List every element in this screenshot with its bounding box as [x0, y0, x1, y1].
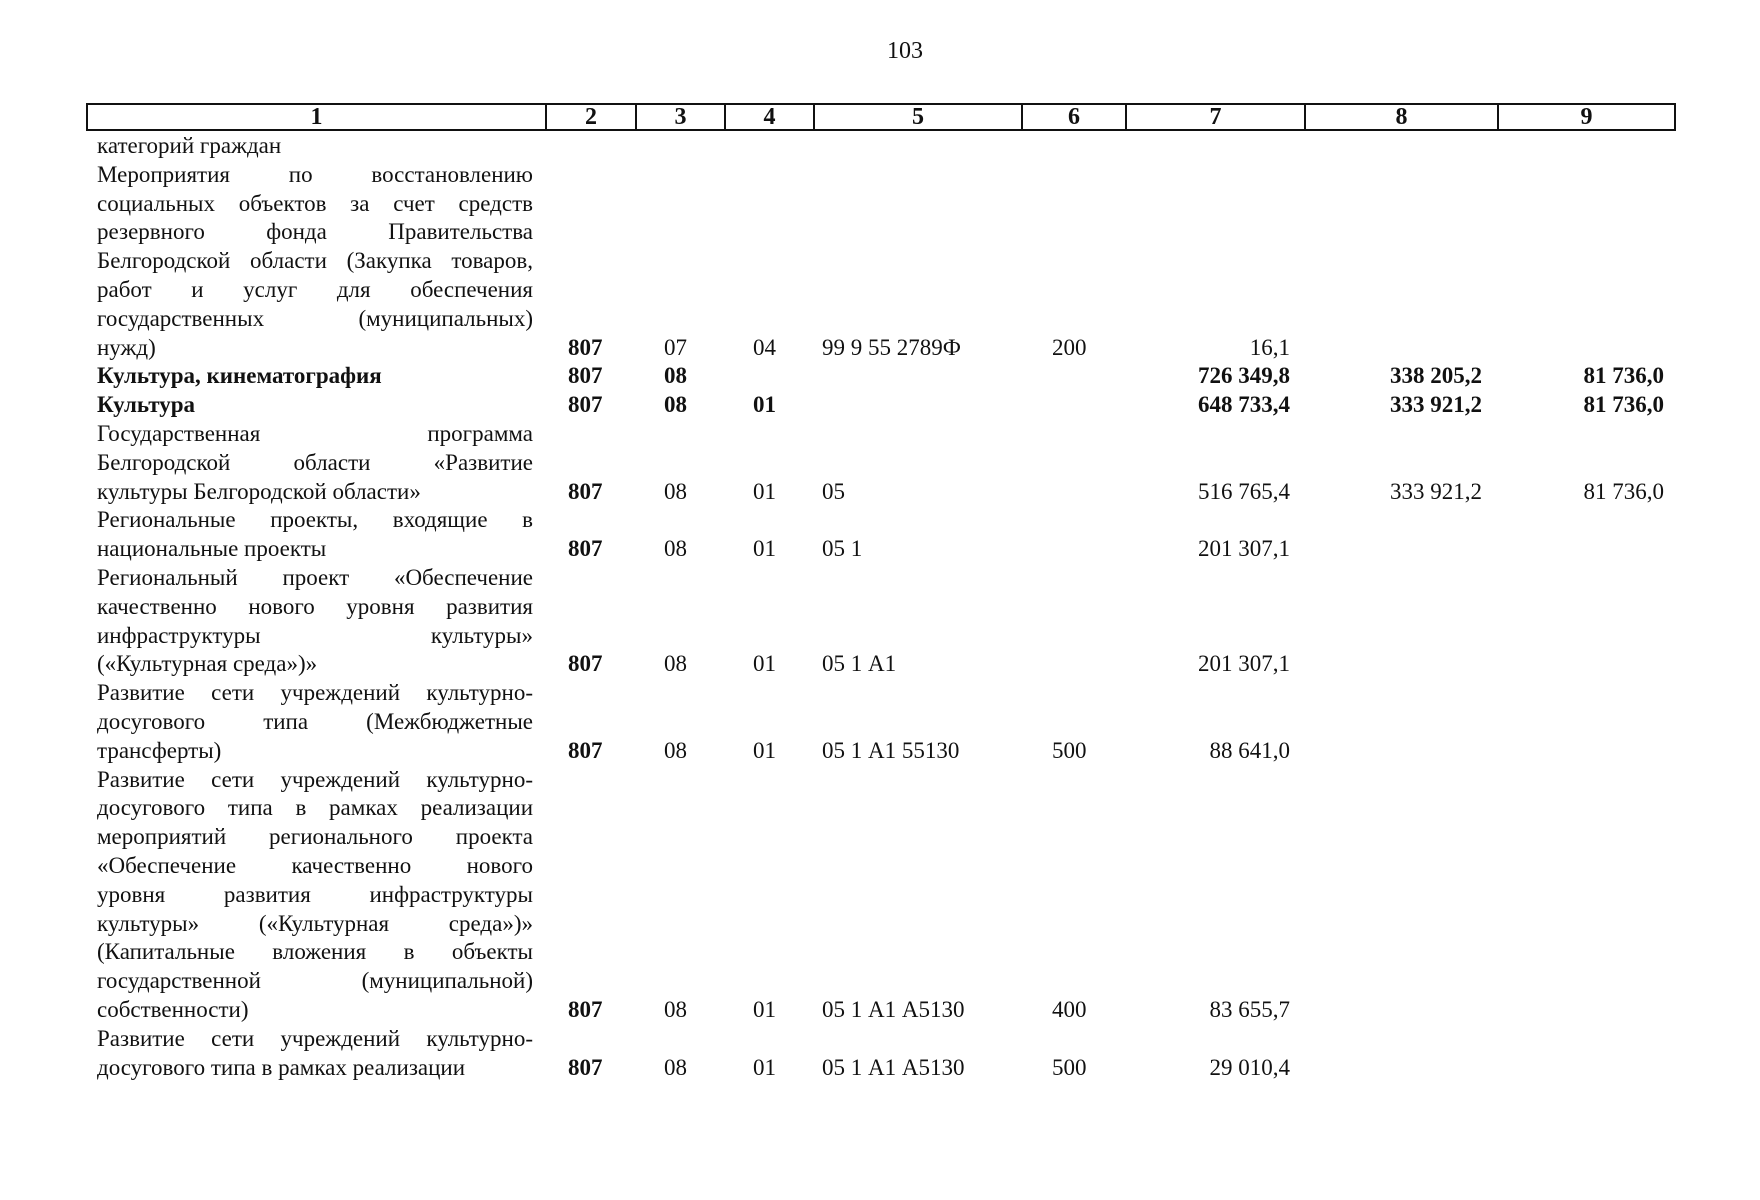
description-line: резервного фонда Правительства — [97, 219, 533, 245]
cell-code-4: 01 — [753, 536, 776, 562]
description-line: государственных (муниципальных) — [97, 305, 533, 331]
cell-code-2: 807 — [568, 478, 603, 504]
cell-code-5: 05 1 А1 А5130 — [822, 1054, 965, 1080]
cell-code-2: 807 — [568, 651, 603, 677]
cell-code-4: 01 — [753, 478, 776, 504]
table-row — [0, 564, 1760, 679]
cell-code-3: 08 — [664, 536, 687, 562]
description-line: Культура — [97, 392, 196, 418]
cell-code-3: 08 — [664, 363, 687, 389]
row-description — [97, 564, 533, 679]
cell-code-5: 99 9 55 2789Ф — [822, 334, 961, 360]
column-header-6: 6 — [1022, 104, 1126, 130]
cell-code-3: 08 — [664, 392, 687, 418]
column-header-2: 2 — [546, 104, 636, 130]
description-line: национальные проекты — [97, 536, 327, 562]
cell-code-5: 05 1 — [822, 536, 863, 562]
cell-code-3: 08 — [664, 737, 687, 763]
description-line: уровня развития инфраструктуры — [97, 881, 533, 907]
cell-code-4: 01 — [753, 1054, 776, 1080]
description-line: инфраструктуры культуры» — [97, 622, 533, 648]
cell-code-4: 01 — [753, 737, 776, 763]
cell-code-4: 01 — [753, 651, 776, 677]
description-line: Развитие сети учреждений культурно- — [97, 1025, 533, 1051]
table-row — [0, 391, 1760, 420]
cell-amount-7: 516 765,4 — [1198, 478, 1290, 504]
column-header-4: 4 — [725, 104, 814, 130]
cell-amount-9: 81 736,0 — [1583, 392, 1664, 418]
cell-amount-8: 333 921,2 — [1390, 478, 1482, 504]
description-line: Региональные проекты, входящие в — [97, 507, 533, 533]
cell-code-2: 807 — [568, 392, 603, 418]
column-header-8: 8 — [1305, 104, 1498, 130]
description-line: нужд) — [97, 334, 156, 360]
cell-code-3: 07 — [664, 334, 687, 360]
table-row — [0, 420, 1760, 506]
table-row — [0, 132, 1760, 161]
cell-code-4: 04 — [753, 334, 776, 360]
row-description — [97, 132, 533, 161]
cell-amount-7: 201 307,1 — [1198, 651, 1290, 677]
description-line: Развитие сети учреждений культурно- — [97, 766, 533, 792]
cell-code-6: 400 — [1052, 996, 1087, 1022]
cell-amount-9: 81 736,0 — [1583, 363, 1664, 389]
description-line: качественно нового уровня развития — [97, 593, 533, 619]
row-description — [97, 1025, 533, 1083]
cell-amount-8: 338 205,2 — [1390, 363, 1482, 389]
table-row — [0, 1025, 1760, 1083]
page-number: 103 — [887, 38, 923, 64]
cell-amount-7: 88 641,0 — [1209, 737, 1290, 763]
description-line: досугового типа в рамках реализации — [97, 795, 533, 821]
table-row — [0, 506, 1760, 564]
cell-amount-9: 81 736,0 — [1583, 478, 1664, 504]
cell-code-2: 807 — [568, 737, 603, 763]
description-line: категорий граждан — [97, 133, 282, 158]
description-line: досугового типа в рамках реализации — [97, 1054, 466, 1080]
description-line: Мероприятия по восстановлению — [97, 161, 533, 187]
cell-code-2: 807 — [568, 334, 603, 360]
row-description — [97, 506, 533, 564]
cell-code-4: 01 — [753, 996, 776, 1022]
cell-amount-7: 83 655,7 — [1209, 996, 1290, 1022]
column-header-5: 5 — [814, 104, 1022, 130]
description-line: «Обеспечение качественно нового — [97, 852, 533, 878]
description-line: Белгородской области «Развитие — [97, 449, 533, 475]
description-line: Развитие сети учреждений культурно- — [97, 680, 533, 706]
description-line: социальных объектов за счет средств — [97, 190, 533, 216]
cell-code-3: 08 — [664, 651, 687, 677]
cell-amount-7: 201 307,1 — [1198, 536, 1290, 562]
cell-amount-7: 29 010,4 — [1209, 1054, 1290, 1080]
cell-code-5: 05 1 А1 — [822, 651, 897, 677]
description-line: мероприятий регионального проекта — [97, 824, 533, 850]
cell-amount-7: 726 349,8 — [1198, 363, 1290, 389]
table-body — [0, 132, 1760, 1082]
row-description — [97, 362, 533, 391]
cell-code-4: 01 — [753, 392, 776, 418]
row-description — [97, 161, 533, 363]
description-line: государственной (муниципальной) — [97, 968, 533, 994]
cell-code-3: 08 — [664, 1054, 687, 1080]
column-header-row — [86, 103, 1676, 131]
description-line: Государственная программа — [97, 420, 533, 446]
description-line: культуры Белгородской области» — [97, 478, 421, 504]
cell-code-6: 200 — [1052, 334, 1087, 360]
cell-code-3: 08 — [664, 478, 687, 504]
cell-code-5: 05 1 А1 55130 — [822, 737, 960, 763]
table-row — [0, 161, 1760, 363]
description-line: культуры» («Культурная среда»)» — [97, 910, 533, 936]
cell-code-6: 500 — [1052, 1054, 1087, 1080]
column-header-9: 9 — [1498, 104, 1675, 130]
cell-code-2: 807 — [568, 1054, 603, 1080]
description-line: («Культурная среда»)» — [97, 651, 318, 677]
cell-code-5: 05 1 А1 А5130 — [822, 996, 965, 1022]
description-line: собственности) — [97, 996, 249, 1022]
cell-code-3: 08 — [664, 996, 687, 1022]
cell-amount-7: 648 733,4 — [1198, 392, 1290, 418]
cell-code-2: 807 — [568, 996, 603, 1022]
table-row — [0, 362, 1760, 391]
column-header-1: 1 — [87, 104, 546, 130]
cell-amount-7: 16,1 — [1249, 334, 1290, 360]
cell-amount-8: 333 921,2 — [1390, 392, 1482, 418]
row-description — [97, 420, 533, 506]
column-header-7: 7 — [1126, 104, 1305, 130]
row-description — [97, 679, 533, 765]
cell-code-2: 807 — [568, 536, 603, 562]
row-description — [97, 766, 533, 1025]
description-line: трансферты) — [97, 737, 222, 763]
column-header-3: 3 — [636, 104, 725, 130]
cell-code-6: 500 — [1052, 737, 1087, 763]
table-row — [0, 679, 1760, 765]
description-line: досугового типа (Межбюджетные — [97, 708, 533, 734]
cell-code-5: 05 — [822, 478, 845, 504]
description-line: (Капитальные вложения в объекты — [97, 939, 533, 965]
description-line: работ и услуг для обеспечения — [97, 276, 533, 302]
description-line: Белгородской области (Закупка товаров, — [97, 248, 533, 274]
table-row — [0, 766, 1760, 1025]
cell-code-2: 807 — [568, 363, 603, 389]
description-line: Региональный проект «Обеспечение — [97, 564, 533, 590]
description-line: Культура, кинематография — [97, 363, 382, 389]
row-description — [97, 391, 533, 420]
